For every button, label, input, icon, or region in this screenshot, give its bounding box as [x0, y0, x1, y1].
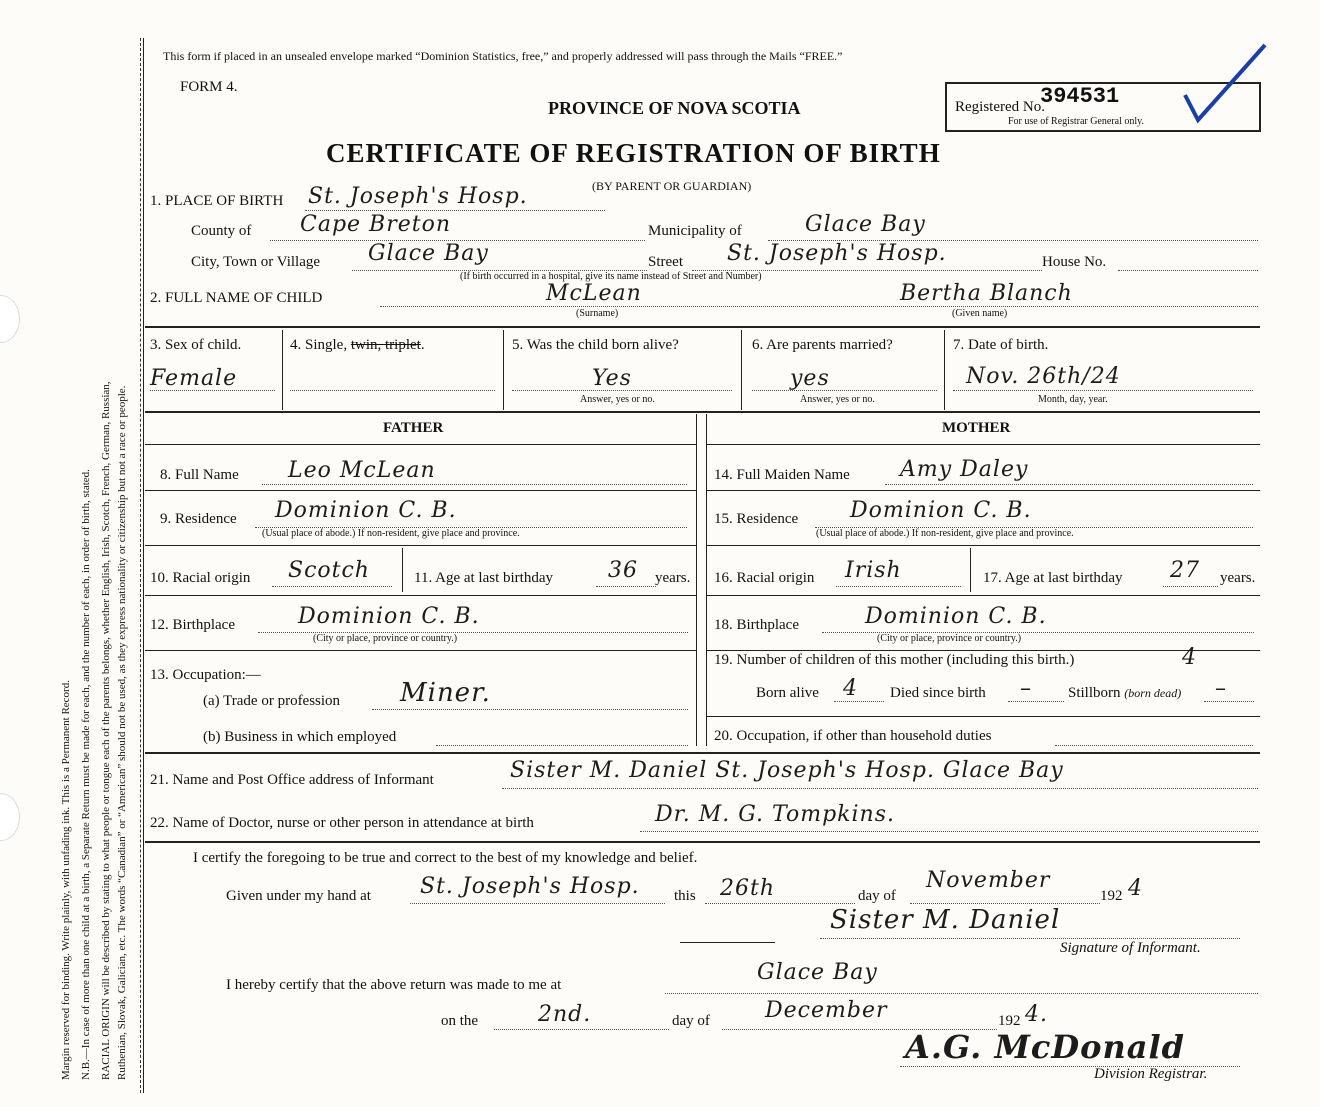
- registrar-signature: A.G. McDonald: [905, 1028, 1185, 1066]
- mother-born-alive-line: [834, 701, 884, 702]
- province-title: PROVINCE OF NOVA SCOTIA: [548, 98, 801, 118]
- return-year-digit: 4.: [1025, 1002, 1048, 1027]
- given-label: Given under my hand at: [226, 888, 371, 904]
- mother-birthplace-note: (City or place, province or country.): [877, 633, 1022, 644]
- date-of-birth-note: Month, day, year.: [1038, 394, 1108, 405]
- mother-stillborn-value: –: [1215, 676, 1227, 701]
- single-label-struck: twin, triplet: [350, 337, 421, 353]
- mother-racial-line: [836, 586, 961, 587]
- margin-note-racial-2: Ruthenian, Slovak, Galician, etc. The words “Canadian” or “American” should not be used, as they express nationality or citizenship but not a race or people.: [116, 385, 128, 1080]
- mother-stillborn-line: [1204, 701, 1254, 702]
- father-racial-label: 10. Racial origin: [150, 570, 251, 586]
- mother-children-label: 19. Number of children of this mother (including this birth.): [714, 652, 1075, 668]
- street-label: Street: [648, 254, 683, 270]
- registered-label: Registered No.: [955, 99, 1045, 115]
- father-age-unit: years.: [655, 570, 691, 586]
- rule-father-3: [145, 595, 696, 596]
- father-name-label: 8. Full Name: [160, 467, 239, 483]
- sex-value: Female: [150, 366, 238, 391]
- rule-parents-top: [145, 411, 1260, 413]
- mother-age-value: 27: [1170, 558, 1200, 583]
- informant-signature-label: Signature of Informant.: [1060, 940, 1201, 956]
- child-surname: McLean: [546, 281, 642, 306]
- sex-label: 3. Sex of child.: [150, 337, 242, 353]
- mother-born-alive-label: Born alive: [756, 685, 819, 701]
- mother-residence-value: Dominion C. B.: [850, 498, 1032, 523]
- binding-hole-bottom: [0, 793, 20, 841]
- parents-married-line: [752, 390, 937, 391]
- rule-col-7: [944, 330, 945, 410]
- mother-name-label: 14. Full Maiden Name: [714, 467, 850, 483]
- day-of-label: day of: [858, 888, 896, 904]
- parents-married-value: yes: [790, 366, 830, 391]
- given-day-line: [705, 903, 855, 904]
- margin-rule-inner: [143, 38, 144, 1093]
- mother-name-line: [885, 484, 1253, 485]
- sex-line: [150, 390, 275, 391]
- return-day-line: [494, 1029, 669, 1030]
- single-label: [290, 337, 425, 354]
- place-of-birth-label: 1. PLACE OF BIRTH: [150, 193, 284, 209]
- rule-father-right: [696, 414, 697, 746]
- registered-number: 394531: [1040, 84, 1120, 109]
- hospital-note: (If birth occurred in a hospital, give its name instead of Street and Number): [460, 271, 762, 282]
- father-residence-label: 9. Residence: [160, 511, 237, 527]
- return-year-prefix: 192: [998, 1013, 1021, 1029]
- mother-age-unit: years.: [1220, 570, 1256, 586]
- certificate-subtitle: (BY PARENT OR GUARDIAN): [592, 179, 752, 193]
- municipality-value: Glace Bay: [805, 212, 926, 237]
- rule-col-5: [503, 330, 504, 410]
- rule-mother-3: [706, 595, 1260, 596]
- doctor-value: Dr. M. G. Tompkins.: [655, 802, 895, 827]
- given-month: November: [926, 868, 1051, 893]
- mother-birthplace-value: Dominion C. B.: [865, 604, 1047, 629]
- city-value: Glace Bay: [368, 241, 489, 266]
- rule-mother-2: [706, 545, 1260, 546]
- rule-father-age-left: [402, 548, 403, 592]
- return-day-of-label: day of: [672, 1013, 710, 1029]
- registrar-label: Division Registrar.: [1094, 1066, 1208, 1082]
- given-name-note: (Given name): [952, 308, 1008, 319]
- rule-informant-top: [145, 752, 1260, 754]
- rule-heading-bottom-father: [145, 444, 696, 445]
- date-of-birth-line: [953, 390, 1253, 391]
- return-place-line: [665, 993, 1258, 994]
- doctor-line: [640, 831, 1258, 832]
- rule-mother-left: [706, 414, 707, 746]
- informant-signature: Sister M. Daniel: [830, 905, 1061, 935]
- mother-died-line: [1008, 701, 1064, 702]
- place-of-birth-line: [305, 210, 605, 211]
- given-year-digit: 4: [1128, 876, 1143, 901]
- informant-signature-rule: [680, 942, 775, 943]
- father-trade-value: Miner.: [400, 678, 491, 708]
- rule-heading-bottom-mother: [706, 444, 1260, 445]
- born-alive-line: [512, 390, 732, 391]
- rule-mother-1: [706, 490, 1260, 491]
- date-of-birth-label: 7. Date of birth.: [953, 337, 1049, 353]
- return-text: I hereby certify that the above return was made to me at: [226, 977, 562, 993]
- rule-col-6: [741, 330, 742, 410]
- informant-label: 21. Name and Post Office address of Informant: [150, 772, 434, 788]
- parents-married-label: 6. Are parents married?: [752, 337, 893, 353]
- on-the-label: on the: [441, 1013, 479, 1029]
- rule-mother-4: [706, 650, 1260, 651]
- rule-mother-age-left: [970, 548, 971, 592]
- rule-father-4: [145, 650, 696, 651]
- father-birthplace-note: (City or place, province or country.): [313, 633, 458, 644]
- registrar-note: For use of Registrar General only.: [1008, 116, 1144, 127]
- mother-racial-value: Irish: [845, 558, 902, 583]
- certify-text: I certify the foregoing to be true and correct to the best of my knowledge and belief.: [193, 850, 698, 866]
- father-age-label: 11. Age at last birthday: [414, 570, 553, 586]
- rule-row3-top: [145, 326, 1260, 328]
- father-age-value: 36: [608, 558, 638, 583]
- mother-stillborn-label: [1068, 685, 1181, 702]
- street-value: St. Joseph's Hosp.: [727, 241, 947, 266]
- father-trade-line: [372, 709, 688, 710]
- stillborn-note: (born dead): [1124, 686, 1182, 700]
- house-no-line: [1118, 270, 1258, 271]
- mother-heading: MOTHER: [942, 420, 1011, 436]
- father-name-value: Leo McLean: [288, 458, 436, 483]
- date-of-birth-value: Nov. 26th/24: [966, 364, 1121, 389]
- informant-signature-line: [820, 938, 1240, 939]
- given-day: 26th: [720, 876, 776, 901]
- return-day: 2nd.: [538, 1002, 592, 1027]
- county-value: Cape Breton: [300, 212, 452, 237]
- surname-note: (Surname): [576, 308, 619, 319]
- doctor-label: 22. Name of Doctor, nurse or other person in attendance at birth: [150, 815, 534, 831]
- rule-col-4: [282, 330, 283, 410]
- rule-father-2: [145, 545, 696, 546]
- mother-age-label: 17. Age at last birthday: [983, 570, 1123, 586]
- father-occupation-label: 13. Occupation:—: [150, 667, 261, 683]
- parents-married-note: Answer, yes or no.: [800, 394, 875, 405]
- father-trade-label: (a) Trade or profession: [203, 693, 341, 709]
- margin-note-binding: Margin reserved for binding. Write plainly, with unfading ink. This is a Permanent Record.: [60, 680, 72, 1080]
- single-label-a: 4. Single,: [290, 337, 351, 353]
- father-birthplace-value: Dominion C. B.: [298, 604, 480, 629]
- mother-occupation-label: 20. Occupation, if other than household duties: [714, 728, 992, 744]
- father-age-line: [596, 586, 656, 587]
- given-place-line: [410, 903, 665, 904]
- father-business-line: [436, 745, 688, 746]
- father-racial-value: Scotch: [288, 558, 370, 583]
- check-mark-icon: [1180, 40, 1270, 125]
- mother-died-value: –: [1020, 676, 1032, 701]
- father-residence-note: (Usual place of abode.) If non-resident, give place and province.: [262, 528, 520, 539]
- this-label: this: [674, 888, 696, 904]
- municipality-label: Municipality of: [648, 223, 742, 239]
- place-of-birth-value: St. Joseph's Hosp.: [308, 184, 528, 209]
- rule-father-1: [145, 490, 696, 491]
- father-name-line: [262, 484, 687, 485]
- form-number: FORM 4.: [180, 79, 238, 95]
- father-racial-line: [272, 586, 392, 587]
- rule-cert-top: [145, 841, 1260, 843]
- mother-birthplace-label: 18. Birthplace: [714, 617, 799, 633]
- rule-mother-5: [706, 716, 1260, 717]
- child-name-label: 2. FULL NAME OF CHILD: [150, 290, 323, 306]
- margin-rule: [140, 38, 141, 1093]
- mother-occupation-line: [1055, 745, 1253, 746]
- mother-died-label: Died since birth: [890, 685, 986, 701]
- envelope-note: This form if placed in an unsealed envelope marked “Dominion Statistics, free,” and properly addressed will pass through the Mails “FREE.”: [163, 49, 843, 63]
- mother-age-line: [1163, 586, 1218, 587]
- margin-note-nb: N.B.—In case of more than one child at a birth, a Separate Return must be made for each, and the number of each, in order of birth, stated.: [80, 469, 92, 1080]
- return-month: December: [765, 998, 888, 1023]
- return-place: Glace Bay: [757, 960, 878, 985]
- mother-children-value: 4: [1182, 645, 1197, 670]
- father-birthplace-label: 12. Birthplace: [150, 617, 235, 633]
- child-given-name: Bertha Blanch: [900, 281, 1073, 306]
- born-alive-label: 5. Was the child born alive?: [512, 337, 679, 353]
- single-line: [290, 390, 495, 391]
- single-label-b: .: [420, 337, 425, 353]
- father-heading: FATHER: [383, 420, 444, 436]
- binding-hole-top: [0, 295, 20, 343]
- stillborn-text: Stillborn: [1068, 685, 1121, 701]
- given-place: St. Joseph's Hosp.: [420, 874, 640, 899]
- informant-value: Sister M. Daniel St. Joseph's Hosp. Glace Bay: [510, 758, 1064, 783]
- father-business-label: (b) Business in which employed: [203, 729, 397, 745]
- mother-born-alive-value: 4: [843, 676, 858, 701]
- born-alive-value: Yes: [592, 366, 632, 391]
- certificate-title: CERTIFICATE OF REGISTRATION OF BIRTH: [326, 138, 941, 168]
- margin-note-racial-1: RACIAL ORIGIN will be described by stating to what people or tongue each of the parents belongs, whether English, Irish, Scotch, French, German, Russian,: [100, 381, 112, 1080]
- mother-racial-label: 16. Racial origin: [714, 570, 815, 586]
- mother-name-value: Amy Daley: [900, 457, 1029, 482]
- county-label: County of: [191, 223, 252, 239]
- born-alive-note: Answer, yes or no.: [580, 394, 655, 405]
- given-month-line: [910, 903, 1100, 904]
- mother-residence-label: 15. Residence: [714, 511, 799, 527]
- informant-line: [502, 788, 1258, 789]
- father-residence-value: Dominion C. B.: [275, 498, 457, 523]
- city-label: City, Town or Village: [191, 254, 321, 270]
- house-no-label: House No.: [1042, 254, 1107, 270]
- mother-residence-note: (Usual place of abode.) If non-resident, give place and province.: [816, 528, 1074, 539]
- given-year-prefix: 192: [1100, 888, 1123, 904]
- child-name-line: [380, 306, 1258, 307]
